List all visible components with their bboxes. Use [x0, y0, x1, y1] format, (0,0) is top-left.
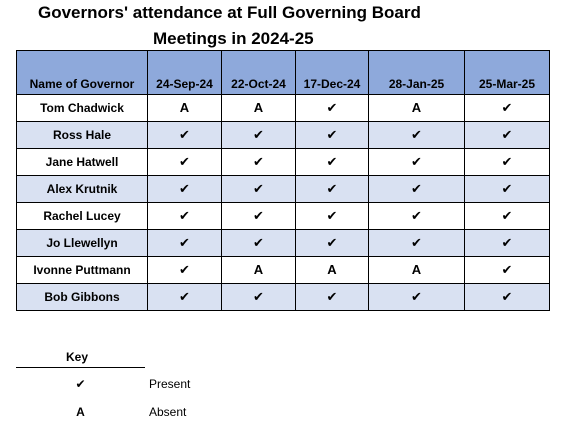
check-icon: ✔	[411, 127, 422, 142]
present-cell	[222, 176, 296, 203]
check-icon: ✔	[253, 127, 264, 142]
check-icon: ✔	[411, 181, 422, 196]
absent-symbol: A	[253, 262, 264, 277]
key-title: Key	[66, 350, 89, 364]
check-icon: ✔	[326, 100, 338, 115]
check-icon: ✔	[253, 208, 264, 223]
check-icon: ✔	[411, 235, 422, 250]
present-cell	[296, 122, 369, 149]
present-cell	[296, 149, 369, 176]
check-icon: ✔	[179, 127, 190, 142]
check-icon: ✔	[326, 235, 338, 250]
present-cell	[296, 284, 369, 311]
present-cell	[465, 122, 550, 149]
check-icon: ✔	[501, 289, 513, 304]
absent-symbol: A	[411, 262, 422, 277]
present-cell	[465, 176, 550, 203]
check-icon: ✔	[179, 154, 190, 169]
check-icon: ✔	[411, 289, 422, 304]
present-cell	[465, 203, 550, 230]
header-date: 24-Sep-24	[148, 51, 222, 95]
present-cell	[465, 149, 550, 176]
absent-cell	[148, 95, 222, 122]
table-row	[17, 257, 550, 284]
page-title-line-2: Meetings in 2024-25	[153, 29, 314, 48]
present-cell	[222, 122, 296, 149]
present-cell	[369, 284, 465, 311]
present-cell	[465, 257, 550, 284]
check-icon: ✔	[326, 289, 338, 304]
check-icon: ✔	[179, 235, 190, 250]
present-cell	[296, 176, 369, 203]
check-icon: ✔	[253, 289, 264, 304]
absent-cell	[222, 95, 296, 122]
present-cell	[296, 95, 369, 122]
absent-symbol: A	[327, 262, 337, 277]
present-cell	[222, 230, 296, 257]
check-icon: ✔	[501, 181, 513, 196]
present-cell	[222, 149, 296, 176]
present-cell	[369, 203, 465, 230]
governor-name: Rachel Lucey	[17, 203, 148, 230]
present-cell	[369, 149, 465, 176]
check-icon: ✔	[179, 181, 190, 196]
present-cell	[369, 230, 465, 257]
present-cell	[369, 122, 465, 149]
absent-symbol: A	[253, 100, 264, 115]
governor-name: Bob Gibbons	[17, 284, 148, 311]
check-icon: ✔	[411, 208, 422, 223]
absent-symbol: A	[411, 100, 422, 115]
check-icon: ✔	[501, 235, 513, 250]
present-cell	[465, 95, 550, 122]
table-row	[17, 203, 550, 230]
table-row	[17, 230, 550, 257]
present-cell	[148, 257, 222, 284]
check-icon: ✔	[501, 100, 513, 115]
table-header-row	[17, 51, 550, 95]
header-date: 22-Oct-24	[222, 51, 296, 95]
table-row	[17, 122, 550, 149]
governor-name: Ivonne Puttmann	[17, 257, 148, 284]
check-icon: ✔	[501, 262, 513, 277]
present-cell	[296, 203, 369, 230]
present-cell	[369, 176, 465, 203]
header-date: 17-Dec-24	[296, 51, 369, 95]
present-cell	[465, 230, 550, 257]
check-icon: ✔	[501, 208, 513, 223]
table-row	[17, 149, 550, 176]
check-icon: ✔	[253, 235, 264, 250]
governor-name: Alex Krutnik	[17, 176, 148, 203]
check-icon: ✔	[326, 127, 338, 142]
present-cell	[148, 149, 222, 176]
key-label: Present	[149, 377, 191, 391]
check-icon: ✔	[326, 208, 338, 223]
attendance-table	[16, 50, 550, 311]
governor-name: Jane Hatwell	[17, 149, 148, 176]
absent-cell	[222, 257, 296, 284]
table-row	[17, 284, 550, 311]
present-cell	[148, 284, 222, 311]
header-date: 25-Mar-25	[465, 51, 550, 95]
absent-cell	[369, 257, 465, 284]
key-label: Absent	[149, 405, 187, 419]
table-row	[17, 176, 550, 203]
governor-name: Ross Hale	[17, 122, 148, 149]
check-icon: ✔	[179, 208, 190, 223]
present-cell	[148, 203, 222, 230]
check-icon: ✔	[179, 262, 190, 277]
absent-symbol: A	[76, 405, 85, 419]
check-icon: ✔	[253, 181, 264, 196]
page-title-line-1: Governors' attendance at Full Governing Board	[38, 3, 421, 22]
key-divider	[16, 367, 145, 368]
present-cell	[222, 284, 296, 311]
present-cell	[222, 203, 296, 230]
present-cell	[148, 230, 222, 257]
governor-name: Tom Chadwick	[17, 95, 148, 122]
check-icon: ✔	[411, 154, 422, 169]
key-item-present	[16, 374, 266, 394]
present-cell	[465, 284, 550, 311]
absent-symbol: A	[179, 100, 190, 115]
check-icon: ✔	[253, 154, 264, 169]
check-icon: ✔	[501, 154, 513, 169]
absent-cell	[296, 257, 369, 284]
key-item-absent	[16, 402, 266, 422]
header-name-of-governor: Name of Governor	[17, 51, 148, 95]
governor-name: Jo Llewellyn	[17, 230, 148, 257]
check-icon: ✔	[179, 289, 190, 304]
present-cell	[148, 122, 222, 149]
check-icon: ✔	[326, 154, 338, 169]
absent-cell	[369, 95, 465, 122]
check-icon: ✔	[501, 127, 513, 142]
header-date: 28-Jan-25	[369, 51, 465, 95]
check-icon: ✔	[326, 181, 338, 196]
table-row	[17, 95, 550, 122]
check-icon: ✔	[75, 377, 86, 391]
present-cell	[296, 230, 369, 257]
present-cell	[148, 176, 222, 203]
